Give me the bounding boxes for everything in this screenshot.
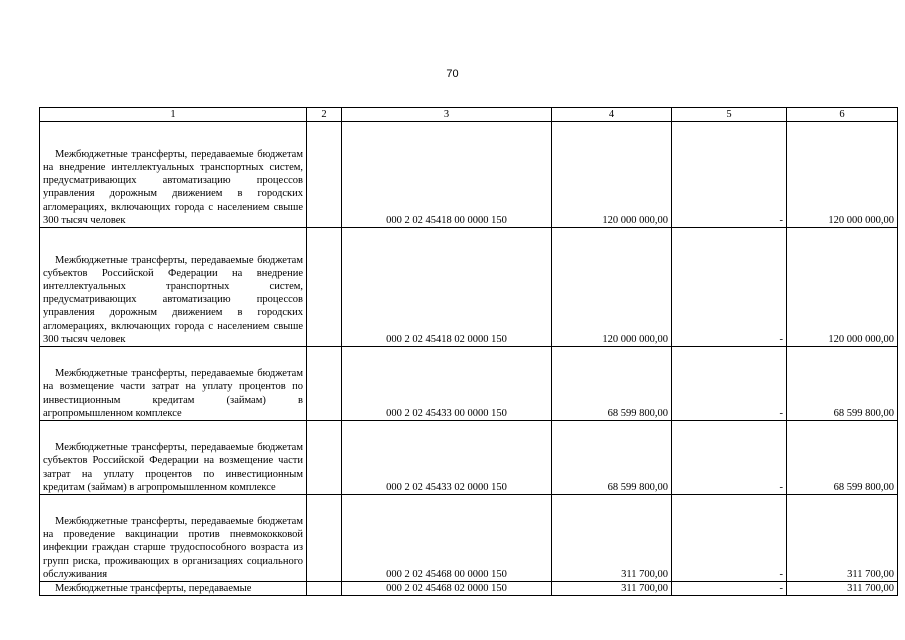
row-description: Межбюджетные трансферты, передаваемые бюджетам на возмещение части затрат на уплату процентов по инвестиционным кредитам (займам) в агропромышленном комплексе <box>40 347 307 421</box>
row-amount-col5: - <box>672 421 787 495</box>
row-amount-col4: 68 599 800,00 <box>552 347 672 421</box>
row-amount-col4: 311 700,00 <box>552 582 672 596</box>
page-number: 70 <box>446 68 459 80</box>
table-row <box>40 421 898 495</box>
column-header: 1 <box>40 108 307 122</box>
table-header-row <box>40 108 898 122</box>
row-budget-code: 000 2 02 45468 00 0000 150 <box>342 495 552 582</box>
row-description: Межбюджетные трансферты, передаваемые <box>40 582 307 596</box>
row-budget-code: 000 2 02 45418 02 0000 150 <box>342 228 552 347</box>
column-header: 2 <box>307 108 342 122</box>
row-amount-col6: 68 599 800,00 <box>787 421 898 495</box>
budget-transfers-table <box>39 107 898 596</box>
row-amount-col6: 68 599 800,00 <box>787 347 898 421</box>
row-amount-col5: - <box>672 495 787 582</box>
table-row <box>40 228 898 347</box>
row-amount-col4: 68 599 800,00 <box>552 421 672 495</box>
row-col2 <box>307 347 342 421</box>
column-header: 3 <box>342 108 552 122</box>
row-budget-code: 000 2 02 45433 00 0000 150 <box>342 347 552 421</box>
row-amount-col4: 120 000 000,00 <box>552 228 672 347</box>
row-amount-col6: 120 000 000,00 <box>787 122 898 228</box>
row-amount-col4: 120 000 000,00 <box>552 122 672 228</box>
row-amount-col5: - <box>672 347 787 421</box>
row-amount-col4: 311 700,00 <box>552 495 672 582</box>
row-budget-code: 000 2 02 45468 02 0000 150 <box>342 582 552 596</box>
row-description: Межбюджетные трансферты, передаваемые бюджетам на проведение вакцинации против пневмококковой инфекции граждан старше трудоспособного возраста из групп риска, проживающих в организациях социального обслуживания <box>40 495 307 582</box>
row-amount-col5: - <box>672 582 787 596</box>
row-amount-col5: - <box>672 122 787 228</box>
row-description: Межбюджетные трансферты, передаваемые бюджетам субъектов Российской Федерации на возмещение части затрат на уплату процентов по инвестиционным кредитам (займам) в агропромышленном комплексе <box>40 421 307 495</box>
row-amount-col6: 311 700,00 <box>787 582 898 596</box>
row-budget-code: 000 2 02 45418 00 0000 150 <box>342 122 552 228</box>
column-header: 5 <box>672 108 787 122</box>
table-row <box>40 347 898 421</box>
row-amount-col6: 311 700,00 <box>787 495 898 582</box>
table-row <box>40 582 898 596</box>
row-col2 <box>307 582 342 596</box>
table-row <box>40 495 898 582</box>
row-description: Межбюджетные трансферты, передаваемые бюджетам субъектов Российской Федерации на внедрение интеллектуальных транспортных систем, предусматривающих автоматизацию процессов управления дорожным движением в городских агломерациях, включающих города с населением свыше 300 тысяч человек <box>40 228 307 347</box>
table-row <box>40 122 898 228</box>
row-description: Межбюджетные трансферты, передаваемые бюджетам на внедрение интеллектуальных транспортных систем, предусматривающих автоматизацию процессов управления дорожным движением в городских агломерациях, включающих города с населением свыше 300 тысяч человек <box>40 122 307 228</box>
row-col2 <box>307 122 342 228</box>
row-amount-col6: 120 000 000,00 <box>787 228 898 347</box>
row-col2 <box>307 421 342 495</box>
row-amount-col5: - <box>672 228 787 347</box>
column-header: 4 <box>552 108 672 122</box>
row-col2 <box>307 495 342 582</box>
column-header: 6 <box>787 108 898 122</box>
row-budget-code: 000 2 02 45433 02 0000 150 <box>342 421 552 495</box>
row-col2 <box>307 228 342 347</box>
